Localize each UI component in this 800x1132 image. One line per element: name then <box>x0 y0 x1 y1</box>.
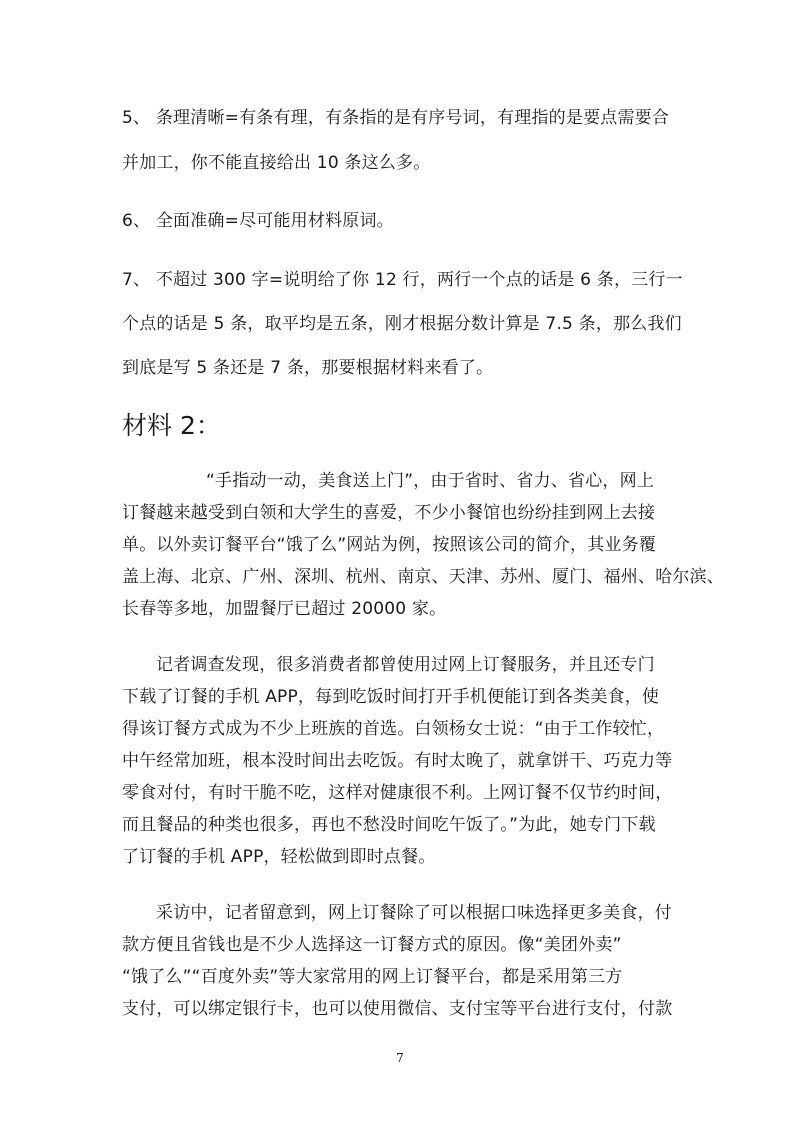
list-item-5-line-1: 5、 条理清晰=有条有理，有条指的是有序号词，有理指的是要点需要合 <box>122 108 670 128</box>
paragraph-2-line-6: 而且餐品的种类也很多，再也不愁没时间吃午饭了。”为此，她专门下载 <box>122 815 656 835</box>
paragraph-3-line-2: 款方便且省钱也是不少人选择这一订餐方式的原因。像“美团外卖” <box>122 935 622 955</box>
list-item-5-line-2: 并加工，你不能直接给出 10 条这么多。 <box>122 153 431 173</box>
paragraph-1-line-5: 长春等多地，加盟餐厅已超过 20000 家。 <box>122 599 447 619</box>
paragraph-3-line-1: 采访中，记者留意到，网上订餐除了可以根据口味选择更多美食，付 <box>156 903 672 923</box>
list-item-7-line-2: 个点的话是 5 条，取平均是五条，刚才根据分数计算是 7.5 条，那么我们 <box>122 314 682 334</box>
list-item-7-line-1: 7、 不超过 300 字=说明给了你 12 行，两行一个点的话是 6 条，三行一 <box>122 270 683 290</box>
paragraph-2-line-2: 下载了订餐的手机 APP，每到吃饭时间打开手机便能订到各类美食，使 <box>122 687 660 707</box>
paragraph-1-line-1: “手指动一动，美食送上门”，由于省时、省力、省心，网上 <box>206 471 655 491</box>
paragraph-2-line-5: 零食对付，有时干脆不吃，这样对健康很不利。上网订餐不仅节约时间， <box>122 783 673 803</box>
section-heading: 材料 2： <box>122 411 221 440</box>
paragraph-2-line-1: 记者调查发现，很多消费者都曾使用过网上订餐服务，并且还专门 <box>156 655 655 675</box>
paragraph-2-line-3: 得该订餐方式成为不少上班族的首选。白领杨女士说：“由于工作较忙， <box>122 719 665 739</box>
paragraph-1-line-3: 单。以外卖订餐平台“饿了么”网站为例，按照该公司的简介，其业务覆 <box>122 535 657 555</box>
paragraph-2-line-4: 中午经常加班，根本没时间出去吃饭。有时太晚了，就拿饼干、巧克力等 <box>122 751 673 771</box>
paragraph-2-line-7: 了订餐的手机 APP，轻松做到即时点餐。 <box>122 847 436 867</box>
paragraph-1-line-2: 订餐越来越受到白领和大学生的喜爱，不少小餐馆也纷纷挂到网上去接 <box>122 503 656 523</box>
page-number: 7 <box>396 1051 404 1065</box>
list-item-7-line-3: 到底是写 5 条还是 7 条，那要根据材料来看了。 <box>122 358 494 378</box>
paragraph-3-line-3: “饿了么”“百度外卖”等大家常用的网上订餐平台，都是采用第三方 <box>122 967 623 987</box>
list-item-6-line-1: 6、 全面准确=尽可能用材料原词。 <box>122 211 394 231</box>
paragraph-3-line-4: 支付，可以绑定银行卡，也可以使用微信、支付宝等平台进行支付，付款 <box>122 999 673 1019</box>
paragraph-1-line-4: 盖上海、北京、广州、深圳、杭州、南京、天津、苏州、厦门、福州、哈尔滨、 <box>122 567 724 587</box>
